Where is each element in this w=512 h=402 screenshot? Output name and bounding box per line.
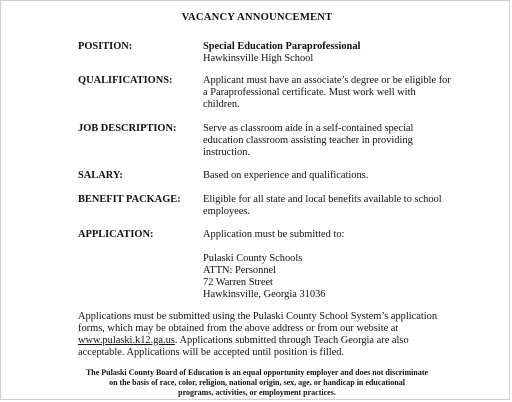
benefits-value xyxy=(203,194,483,218)
website-link[interactable]: www.pulaski.k12.ga.us xyxy=(78,335,175,346)
eeo-line: The Pulaski County Board of Education is an equal opportunity employer and does not discriminate xyxy=(85,368,429,377)
eeo-line: programs, activities, or employment practices. xyxy=(178,388,336,398)
position-title: Special Education Paraprofessional xyxy=(203,41,361,52)
eeo-statement xyxy=(1,368,512,399)
address-line: 72 Warren Street xyxy=(203,277,273,288)
job-description-value xyxy=(203,123,483,159)
instructions-line: forms, which may be obtained from the above address or from our website at xyxy=(78,323,399,334)
instructions-line-rest: . Applications submitted through Teach Georgia are also xyxy=(174,335,409,346)
address-line: Hawkinsville, Georgia 31036 xyxy=(203,289,326,300)
job-description-line: education classroom assisting teacher in providing xyxy=(203,135,413,146)
eeo-line: on the basis of race, color, religion, national origin, sex, age, or handicap in educational xyxy=(109,378,405,388)
address-line: ATTN: Personnel xyxy=(203,265,277,276)
salary-label: SALARY: xyxy=(78,170,123,181)
position-label: POSITION: xyxy=(78,41,133,52)
benefits-line: Eligible for all state and local benefits available to school xyxy=(203,194,442,205)
qualifications-line: children. xyxy=(203,99,240,110)
job-description-label: JOB DESCRIPTION: xyxy=(78,123,177,134)
instructions-line: Applications must be submitted using the Pulaski County School System’s application xyxy=(78,311,438,322)
qualifications-line: a Paraprofessional certificate. Must work well with xyxy=(203,87,416,98)
address-line: Pulaski County Schools xyxy=(203,253,303,264)
qualifications-label: QUALIFICATIONS: xyxy=(78,75,173,86)
position-school: Hawkinsville High School xyxy=(203,53,314,64)
application-label: APPLICATION: xyxy=(78,229,154,240)
application-text: Application must be submitted to: xyxy=(203,229,345,240)
salary-value xyxy=(203,170,483,182)
instructions-line: acceptable. Applications will be accepted until position is filled. xyxy=(78,347,345,358)
job-description-line: Serve as classroom aide in a self-contained special xyxy=(203,123,414,134)
application-instructions xyxy=(78,311,478,359)
benefits-label: BENEFIT PACKAGE: xyxy=(78,194,181,205)
salary-text: Based on experience and qualifications. xyxy=(203,170,369,181)
qualifications-line: Applicant must have an associate’s degree or be eligible for xyxy=(203,75,451,86)
position-value xyxy=(203,41,483,65)
mailing-address-lines xyxy=(203,253,483,301)
benefits-line: employees. xyxy=(203,206,251,217)
application-value xyxy=(203,229,483,241)
job-description-line: instruction. xyxy=(203,147,251,158)
instructions-line-with-link xyxy=(78,335,478,347)
qualifications-value xyxy=(203,75,483,111)
page-title: VACANCY ANNOUNCEMENT xyxy=(181,12,333,23)
